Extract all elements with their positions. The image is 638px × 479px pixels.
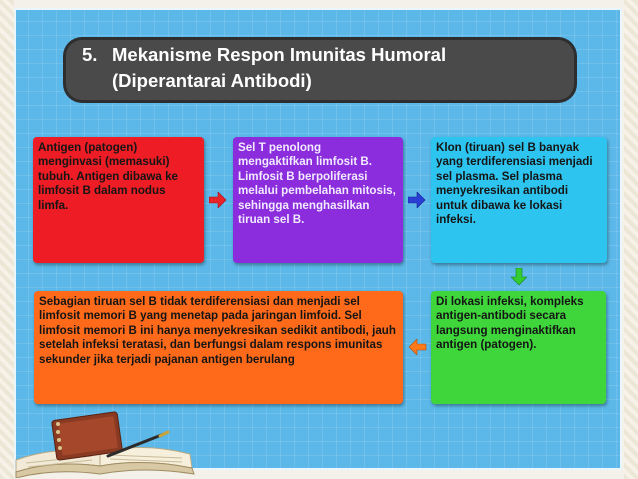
slide-title [82, 42, 446, 94]
right-border-pattern [624, 0, 638, 479]
title-line-2: (Diperantarai Antibodi) [112, 70, 312, 91]
arrow-right-red-icon [209, 192, 227, 208]
step-2-box: Sel T penolong mengaktifkan limfosit B. Limfosit B berpoliferasi melalui pembelahan mitosis, sehingga menghasilkan tiruan sel B. [233, 137, 403, 263]
left-border-pattern [0, 0, 14, 479]
books-decoration-icon [14, 408, 214, 478]
title-line-1: Mekanisme Respon Imunitas Humoral [112, 44, 447, 65]
step-3-box: Klon (tiruan) sel B banyak yang terdiferensiasi menjadi sel plasma. Sel plasma menyekresikan antibodi untuk dibawa ke lokasi infeksi. [431, 137, 607, 263]
step-5-box: Sebagian tiruan sel B tidak terdiferensiasi dan menjadi sel limfosit memori B yang menetap pada jaringan limfoid. Sel limfosit memori B ini hanya menyekresikan sedikit antibodi, jauh setelah infeksi teratasi, dan berfungsi dalam respons imunitas sekunder jika terjadi pajanan antigen berulang [34, 291, 403, 404]
title-number: 5. [82, 44, 98, 65]
arrow-right-blue-icon [408, 192, 426, 208]
arrow-down-green-icon [511, 268, 527, 286]
step-4-box: Di lokasi infeksi, kompleks antigen-antibodi secara langsung menginaktifkan antigen (patogen). [431, 291, 606, 404]
step-1-box: Antigen (patogen) menginvasi (memasuki) tubuh. Antigen dibawa ke limfosit B dalam nodus limfa. [33, 137, 204, 263]
arrow-left-orange-icon [409, 339, 427, 355]
